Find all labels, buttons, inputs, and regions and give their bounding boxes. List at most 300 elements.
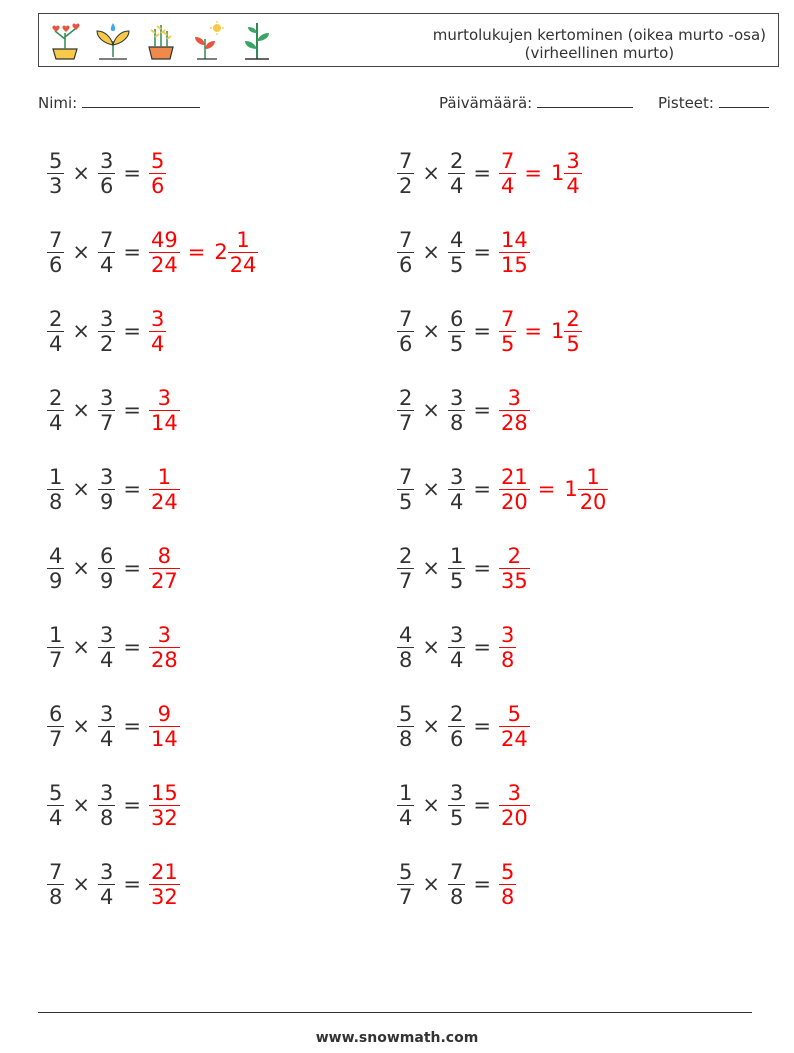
answer-fraction-numerator: 3 [150,306,165,331]
answer-fraction [499,307,516,356]
name-blank[interactable] [82,93,200,108]
equals-sign: = [123,398,141,422]
factor-2 [448,149,465,198]
answer-fraction-denominator: 20 [500,805,528,830]
factor-2-numerator: 3 [99,385,114,410]
factor-1 [47,781,64,830]
factor-2-numerator: 3 [99,622,114,647]
factor-2-denominator: 5 [449,805,464,830]
answer-fraction-denominator: 20 [500,489,528,514]
answer-fraction [499,149,516,198]
answer-fraction-numerator: 2 [507,543,522,568]
answer [146,228,261,277]
answer-fraction [149,465,180,514]
mixed-fraction-denominator: 24 [229,252,257,277]
answer-equals-sign: = [524,161,542,185]
equals-sign: = [473,872,491,896]
factor-2-denominator: 4 [449,173,464,198]
factor-2-denominator: 4 [99,252,114,277]
problem-1 [44,142,169,204]
factor-1 [397,465,414,514]
answer [496,465,611,514]
factor-2 [98,307,115,356]
answer-fraction-denominator: 28 [500,410,528,435]
factor-2-denominator: 5 [449,331,464,356]
answer [496,860,519,909]
factor-2-denominator: 7 [99,410,114,435]
answer-fraction-numerator: 5 [150,148,165,173]
factor-2-denominator: 9 [99,489,114,514]
times-sign: × [72,319,90,343]
factor-2-denominator: 4 [99,884,114,909]
equals-sign: = [123,319,141,343]
answer-fraction [149,149,166,198]
factor-1 [47,149,64,198]
factor-1 [397,307,414,356]
factor-2-numerator: 3 [99,780,114,805]
answer-fraction [499,623,516,672]
equals-sign: = [123,477,141,501]
factor-1 [397,702,414,751]
answer [496,623,519,672]
answer-fraction-numerator: 9 [157,701,172,726]
equals-sign: = [473,240,491,264]
name-label: Nimi: [38,94,78,112]
factor-1-denominator: 2 [399,173,413,198]
problem-17 [44,774,183,836]
factor-1 [47,228,64,277]
answer-fraction-denominator: 32 [150,805,178,830]
answer-fraction [149,781,180,830]
answer [496,386,533,435]
factor-2-denominator: 2 [99,331,114,356]
date-label: Päivämäärä: [439,94,533,112]
answer-fraction-denominator: 35 [500,568,528,593]
factor-1-denominator: 9 [49,568,63,593]
problem-16 [394,695,533,757]
date-field [439,93,633,112]
footer-divider [38,1012,752,1013]
answer-fraction [149,860,180,909]
factor-1 [397,781,414,830]
factor-2 [98,544,115,593]
equals-sign: = [123,714,141,738]
times-sign: × [72,398,90,422]
problem-10 [394,458,611,520]
factor-1-numerator: 5 [49,148,63,173]
factor-1 [47,307,64,356]
answer-fraction-denominator: 6 [150,173,165,198]
mixed-fraction-numerator: 1 [236,227,250,252]
answer-equals-sign: = [187,240,206,264]
factor-2-denominator: 6 [449,726,464,751]
problem-14 [394,616,519,678]
factor-1 [397,386,414,435]
mixed-whole: 1 [550,161,565,185]
answer-fraction-denominator: 15 [500,252,528,277]
factor-1 [397,228,414,277]
factor-1-denominator: 7 [49,647,63,672]
factor-1 [397,544,414,593]
factor-2-numerator: 3 [99,464,114,489]
mixed-fraction-denominator: 4 [566,173,580,198]
problem-20 [394,853,519,915]
factor-1 [397,149,414,198]
title-line-2: (virheellinen murto) [524,44,675,62]
problem-8 [394,379,533,441]
equals-sign: = [473,161,491,185]
factor-2 [448,623,465,672]
problem-12 [394,537,533,599]
times-sign: × [72,240,90,264]
factor-2 [448,307,465,356]
factor-2-denominator: 4 [99,726,114,751]
answer [496,228,533,277]
answer-fraction-denominator: 24 [150,489,178,514]
factor-1-denominator: 3 [49,173,63,198]
times-sign: × [72,635,90,659]
factor-2-numerator: 3 [449,385,464,410]
answer-fraction-denominator: 8 [500,647,515,672]
plant-pot-icon [141,19,181,63]
factor-2-denominator: 4 [449,489,464,514]
date-blank[interactable] [537,93,633,108]
answer [146,465,183,514]
plant-sun-icon [189,19,229,63]
problem-6 [394,300,585,362]
factor-1-denominator: 4 [49,410,63,435]
answer-fraction-numerator: 7 [500,148,515,173]
factor-2-numerator: 2 [449,701,464,726]
answer-fraction [149,623,180,672]
answer [146,149,169,198]
factor-1 [47,623,64,672]
mixed-fraction [228,228,259,277]
times-sign: × [422,635,440,659]
answer-fraction-denominator: 4 [150,331,165,356]
equals-sign: = [123,872,141,896]
times-sign: × [422,240,440,264]
factor-1-numerator: 5 [399,701,413,726]
factor-1-numerator: 5 [49,780,63,805]
score-label: Pisteet: [658,94,714,112]
factor-1-denominator: 8 [49,489,63,514]
factor-1-denominator: 8 [49,884,63,909]
answer [146,781,183,830]
factor-1-denominator: 8 [399,647,413,672]
factor-1-denominator: 4 [49,805,63,830]
equals-sign: = [473,477,491,501]
factor-2-denominator: 8 [99,805,114,830]
mixed-fraction [578,465,609,514]
times-sign: × [422,793,440,817]
times-sign: × [72,714,90,738]
factor-2-denominator: 8 [449,410,464,435]
factor-2 [98,465,115,514]
answer-fraction-denominator: 24 [150,252,178,277]
title-line-1: murtolukujen kertominen (oikea murto -osa) [432,26,766,44]
factor-1-numerator: 4 [399,622,413,647]
times-sign: × [422,319,440,343]
times-sign: × [422,556,440,580]
answer [496,544,533,593]
times-sign: × [422,398,440,422]
factor-1-denominator: 7 [49,726,63,751]
factor-2 [98,228,115,277]
answer-fraction-numerator: 5 [507,701,522,726]
factor-1-numerator: 4 [49,543,63,568]
factor-1-denominator: 4 [49,331,63,356]
factor-1-numerator: 5 [399,859,413,884]
factor-2-denominator: 5 [449,252,464,277]
answer-fraction-denominator: 8 [500,884,515,909]
factor-1 [397,623,414,672]
answer-fraction [149,307,166,356]
score-field [658,93,769,112]
factor-1-denominator: 5 [399,489,413,514]
answer-fraction-numerator: 8 [157,543,172,568]
factor-2 [98,781,115,830]
factor-1-denominator: 8 [399,726,413,751]
factor-1 [47,860,64,909]
answer-fraction-numerator: 5 [500,859,515,884]
answer-fraction-denominator: 14 [150,726,178,751]
factor-2-denominator: 9 [99,568,114,593]
equals-sign: = [123,161,141,185]
plant-water-drop-icon [93,19,133,63]
equals-sign: = [473,793,491,817]
problem-11 [44,537,183,599]
factor-1-numerator: 2 [49,385,63,410]
mixed-fraction-numerator: 1 [586,464,600,489]
answer [146,386,183,435]
answer [146,702,183,751]
answer [496,307,585,356]
plant-hearts-icon [45,19,85,63]
factor-2 [98,386,115,435]
factor-2 [98,149,115,198]
times-sign: × [72,161,90,185]
factor-1-denominator: 7 [399,568,413,593]
factor-1-numerator: 7 [49,859,63,884]
mixed-fraction-numerator: 3 [566,148,580,173]
worksheet-header [38,13,779,67]
answer-fraction-numerator: 1 [157,464,172,489]
problem-15 [44,695,183,757]
times-sign: × [422,714,440,738]
factor-2-numerator: 3 [99,859,114,884]
problem-5 [44,300,169,362]
factor-2-numerator: 3 [99,306,114,331]
factor-1-denominator: 7 [399,410,413,435]
answer [496,781,533,830]
answer-fraction-numerator: 15 [150,780,178,805]
answer-fraction-denominator: 32 [150,884,178,909]
mixed-fraction-denominator: 5 [566,331,580,356]
answer-fraction [499,702,530,751]
answer-fraction-denominator: 24 [500,726,528,751]
answer-fraction-denominator: 28 [150,647,178,672]
factor-2 [448,860,465,909]
answer-fraction-numerator: 21 [150,859,178,884]
answer-fraction-numerator: 3 [500,622,515,647]
answer [146,307,169,356]
header-icons [45,18,277,64]
answer-fraction-denominator: 14 [150,410,178,435]
factor-2-denominator: 8 [449,884,464,909]
answer-fraction [499,386,530,435]
answer-fraction [149,544,180,593]
factor-2-denominator: 5 [449,568,464,593]
answer-fraction-numerator: 7 [500,306,515,331]
factor-1-numerator: 1 [49,464,63,489]
answer-fraction-numerator: 3 [507,385,522,410]
equals-sign: = [473,635,491,659]
factor-2 [448,465,465,514]
factor-1-numerator: 7 [49,227,63,252]
answer-fraction-denominator: 4 [500,173,515,198]
factor-1 [47,386,64,435]
answer-fraction-numerator: 3 [507,780,522,805]
equals-sign: = [473,556,491,580]
answer [496,149,585,198]
problem-7 [44,379,183,441]
factor-2-numerator: 1 [449,543,464,568]
mixed-fraction-numerator: 2 [566,306,580,331]
factor-1-numerator: 7 [399,148,413,173]
factor-2-numerator: 3 [449,622,464,647]
factor-2 [448,781,465,830]
factor-2-numerator: 3 [99,148,114,173]
factor-1-numerator: 1 [399,780,413,805]
factor-2-numerator: 2 [449,148,464,173]
factor-1-numerator: 6 [49,701,63,726]
factor-2-numerator: 7 [449,859,464,884]
problem-4 [394,221,533,283]
times-sign: × [422,477,440,501]
factor-2-denominator: 6 [99,173,114,198]
times-sign: × [422,161,440,185]
factor-2-numerator: 3 [449,780,464,805]
factor-2 [448,228,465,277]
factor-1-numerator: 7 [399,306,413,331]
equals-sign: = [473,319,491,343]
factor-1-numerator: 2 [399,385,413,410]
answer-fraction-numerator: 3 [157,622,172,647]
factor-2 [448,544,465,593]
answer-fraction [149,702,180,751]
equals-sign: = [473,714,491,738]
factor-1-denominator: 6 [399,331,413,356]
times-sign: × [72,872,90,896]
answer-fraction-numerator: 14 [500,227,528,252]
factor-1-numerator: 2 [399,543,413,568]
answer-fraction-denominator: 27 [150,568,178,593]
factor-1-denominator: 6 [399,252,413,277]
answer-equals-sign: = [537,477,556,501]
factor-2-numerator: 4 [449,227,464,252]
times-sign: × [72,477,90,501]
factor-2 [448,386,465,435]
factor-1-numerator: 7 [399,227,413,252]
answer-fraction-denominator: 5 [500,331,515,356]
plant-stem-icon [237,19,277,63]
factor-1 [397,860,414,909]
factor-1-numerator: 1 [49,622,63,647]
score-blank[interactable] [719,93,769,108]
problem-3 [44,221,261,283]
answer [146,544,183,593]
answer [146,623,183,672]
factor-2-denominator: 4 [449,647,464,672]
times-sign: × [72,793,90,817]
times-sign: × [72,556,90,580]
problem-18 [394,774,533,836]
factor-1 [47,465,64,514]
factor-2-denominator: 4 [99,647,114,672]
answer-fraction-numerator: 49 [150,227,178,252]
equals-sign: = [123,635,141,659]
factor-1-denominator: 7 [399,884,413,909]
equals-sign: = [123,793,141,817]
factor-2-numerator: 3 [99,701,114,726]
factor-2 [98,623,115,672]
mixed-whole: 1 [550,319,565,343]
problem-9 [44,458,183,520]
problem-13 [44,616,183,678]
times-sign: × [422,872,440,896]
factor-2 [98,702,115,751]
factor-1-denominator: 4 [399,805,413,830]
name-field [38,93,200,112]
factor-1-denominator: 6 [49,252,63,277]
mixed-fraction [564,149,581,198]
factor-1 [47,544,64,593]
factor-1 [47,702,64,751]
answer-fraction-numerator: 3 [157,385,172,410]
answer-fraction-numerator: 21 [500,464,528,489]
answer-fraction [149,386,180,435]
footer-url: www.snowmath.com [315,1030,479,1046]
problem-2 [394,142,585,204]
factor-2 [448,702,465,751]
factor-2-numerator: 7 [99,227,114,252]
factor-2 [98,860,115,909]
mixed-fraction-denominator: 20 [579,489,607,514]
factor-2-numerator: 3 [449,464,464,489]
worksheet-title [433,26,766,62]
answer-fraction [499,228,530,277]
mixed-whole: 1 [564,477,578,501]
equals-sign: = [123,240,141,264]
problem-19 [44,853,183,915]
answer-fraction [499,781,530,830]
equals-sign: = [123,556,141,580]
mixed-fraction [564,307,581,356]
answer [146,860,183,909]
answer-fraction [149,228,180,277]
equals-sign: = [473,398,491,422]
factor-2-numerator: 6 [99,543,114,568]
answer-equals-sign: = [524,319,542,343]
answer-fraction [499,860,516,909]
answer-fraction [499,544,530,593]
factor-1-numerator: 2 [49,306,63,331]
answer-fraction [499,465,530,514]
factor-2-numerator: 6 [449,306,464,331]
mixed-whole: 2 [214,240,228,264]
factor-1-numerator: 7 [399,464,413,489]
